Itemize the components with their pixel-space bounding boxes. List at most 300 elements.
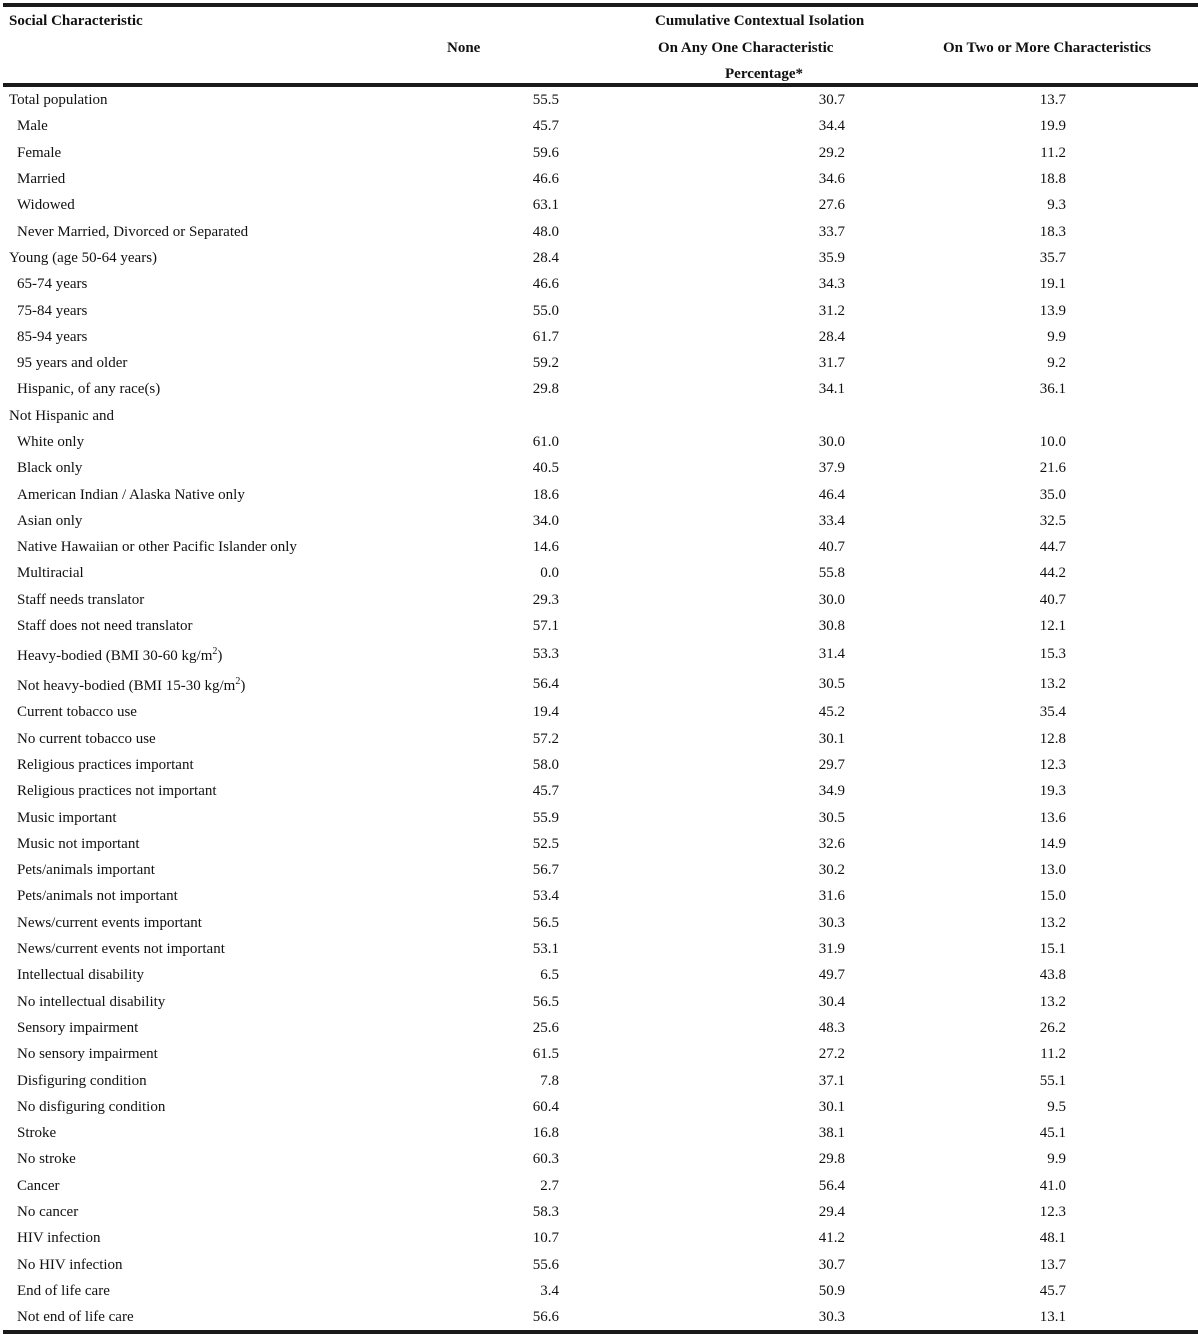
- cell-any-one-value: 30.0: [818, 434, 845, 450]
- row-label-text: No HIV infection: [17, 1256, 123, 1273]
- cell-two-or-more: [845, 481, 1198, 507]
- cell-none: [437, 962, 559, 988]
- row-label: [3, 831, 437, 857]
- cell-any-one: [559, 857, 845, 883]
- cell-any-one: [559, 1278, 845, 1304]
- row-label-suffix: ): [217, 648, 223, 665]
- cell-two-or-more-value: 21.6: [1039, 460, 1066, 477]
- cell-two-or-more-value: 40.7: [1039, 591, 1066, 608]
- cell-none: [437, 1173, 559, 1199]
- cell-two-or-more: [845, 613, 1198, 639]
- row-label: [3, 297, 437, 323]
- cell-two-or-more: [845, 962, 1198, 988]
- cell-none: [437, 883, 559, 909]
- table-row: [3, 910, 1198, 936]
- row-label-text: No disfiguring condition: [17, 1098, 166, 1115]
- cell-any-one-value: 27.6: [818, 197, 845, 214]
- row-label-text: No current tobacco use: [17, 730, 156, 747]
- cell-two-or-more-value: 11.2: [1040, 144, 1066, 161]
- cell-none-value: 29.8: [532, 381, 559, 398]
- cell-two-or-more-value: 13.2: [1039, 993, 1066, 1010]
- cell-none-value: 2.7: [540, 1177, 559, 1194]
- row-label-text: Music not important: [17, 835, 140, 852]
- cell-none-value: 0.0: [540, 565, 559, 582]
- cell-any-one: [559, 831, 845, 857]
- cell-any-one-value: 45.2: [818, 704, 845, 721]
- cell-two-or-more: [845, 1225, 1198, 1251]
- cell-any-one-value: 30.5: [818, 676, 845, 693]
- row-label: [3, 271, 437, 297]
- cell-two-or-more-value: 19.9: [1039, 118, 1066, 135]
- cell-two-or-more: [845, 989, 1198, 1015]
- cell-any-one: [559, 613, 845, 639]
- cell-any-one-value: 30.7: [818, 92, 845, 109]
- row-label: [3, 752, 437, 778]
- table-body: [3, 87, 1198, 1330]
- cell-none-value: 7.8: [540, 1072, 559, 1089]
- cell-two-or-more-value: 12.1: [1039, 618, 1066, 635]
- row-label-text: Heavy-bodied (BMI 30-60 kg/m: [17, 648, 213, 665]
- cell-two-or-more-value: 9.3: [1047, 197, 1066, 214]
- table-row: [3, 726, 1198, 752]
- table-row: [3, 831, 1198, 857]
- row-label-suffix: ): [240, 678, 246, 695]
- row-label: [3, 1304, 437, 1330]
- cell-none-value: 55.9: [532, 809, 559, 826]
- cell-any-one: [559, 87, 845, 113]
- table-row: [3, 857, 1198, 883]
- cell-any-one-value: 30.3: [818, 1309, 845, 1326]
- table-row: [3, 166, 1198, 192]
- cell-two-or-more: [845, 245, 1198, 271]
- cell-any-one-value: 37.9: [818, 460, 845, 477]
- cell-two-or-more: [845, 376, 1198, 402]
- cell-none: [437, 639, 559, 669]
- header-two-or-more: On Two or More Characteristics: [943, 40, 1152, 56]
- cell-two-or-more: [845, 831, 1198, 857]
- cell-two-or-more-value: 9.9: [1047, 328, 1066, 345]
- cell-two-or-more-value: 48.1: [1039, 1230, 1066, 1247]
- row-label-text: HIV infection: [17, 1230, 101, 1247]
- row-label: [3, 910, 437, 936]
- cell-none-value: 56.5: [532, 993, 559, 1010]
- cell-none-value: 58.0: [532, 756, 559, 773]
- cell-two-or-more-value: 43.8: [1039, 967, 1066, 984]
- cell-two-or-more-value: 11.2: [1040, 1046, 1066, 1063]
- cell-any-one-value: 28.4: [818, 328, 845, 345]
- row-label: [3, 804, 437, 830]
- cell-none: [437, 1041, 559, 1067]
- row-label-text: News/current events not important: [17, 941, 225, 958]
- cell-none: [437, 429, 559, 455]
- cell-any-one: [559, 376, 845, 402]
- row-label-text: Sensory impairment: [17, 1019, 139, 1036]
- cell-none-value: 55.6: [532, 1256, 559, 1273]
- row-label-text: Religious practices important: [17, 756, 194, 773]
- cell-two-or-more-value: 9.2: [1047, 355, 1066, 372]
- cell-any-one-value: 33.7: [818, 223, 845, 240]
- cell-two-or-more: [845, 455, 1198, 481]
- cell-any-one-value: 30.1: [818, 1098, 845, 1115]
- cell-none: [437, 455, 559, 481]
- row-label-text: No stroke: [17, 1151, 76, 1168]
- row-label: [3, 534, 437, 560]
- cell-any-one: [559, 245, 845, 271]
- table-row: [3, 324, 1198, 350]
- cell-none: [437, 1199, 559, 1225]
- cell-none: [437, 778, 559, 804]
- cell-any-one: [559, 1225, 845, 1251]
- row-label: [3, 324, 437, 350]
- cell-two-or-more-value: 35.4: [1039, 704, 1066, 721]
- cell-any-one-value: 32.6: [818, 835, 845, 852]
- row-label: [3, 1251, 437, 1277]
- cell-any-one-value: 33.4: [818, 512, 845, 529]
- cell-none-value: 56.4: [532, 676, 559, 693]
- row-label-text: Religious practices not important: [17, 783, 217, 800]
- cell-any-one: [559, 699, 845, 725]
- row-label: [3, 429, 437, 455]
- cell-two-or-more: [845, 1094, 1198, 1120]
- row-label-text: Pets/animals not important: [17, 888, 178, 905]
- table-row: [3, 192, 1198, 218]
- cell-two-or-more: [845, 1304, 1198, 1330]
- header-social-characteristic: Social Characteristic: [9, 13, 143, 29]
- cell-two-or-more-value: 19.3: [1039, 783, 1066, 800]
- cell-any-one-value: 31.2: [818, 302, 845, 319]
- row-label: [3, 1015, 437, 1041]
- cell-any-one: [559, 429, 845, 455]
- cell-any-one: [559, 1067, 845, 1093]
- cell-any-one-value: 31.9: [818, 941, 845, 958]
- table-row: [3, 245, 1198, 271]
- cell-any-one-value: 30.0: [818, 591, 845, 608]
- cell-none: [437, 613, 559, 639]
- table-row: [3, 271, 1198, 297]
- cell-two-or-more-value: 18.8: [1039, 171, 1066, 188]
- cell-none-value: 46.6: [532, 171, 559, 188]
- cell-any-one-value: 30.7: [818, 1256, 845, 1273]
- row-label-text: Young (age 50-64 years): [9, 249, 158, 266]
- row-label-superscript: 2: [235, 676, 241, 688]
- cell-two-or-more-value: 32.5: [1039, 512, 1066, 529]
- cell-two-or-more-value: 45.7: [1039, 1282, 1066, 1299]
- table-row: [3, 669, 1198, 699]
- row-label: [3, 140, 437, 166]
- cell-two-or-more: [845, 403, 1198, 429]
- row-label: [3, 376, 437, 402]
- cell-two-or-more: [845, 752, 1198, 778]
- cell-two-or-more: [845, 87, 1198, 113]
- cell-two-or-more-value: 13.7: [1039, 1256, 1066, 1273]
- cell-any-one: [559, 113, 845, 139]
- cell-any-one-value: 46.4: [818, 486, 845, 503]
- cell-none: [437, 140, 559, 166]
- cell-any-one: [559, 1041, 845, 1067]
- cell-two-or-more-value: 55.1: [1039, 1072, 1066, 1089]
- cell-none: [437, 1120, 559, 1146]
- row-label-text: Married: [17, 171, 66, 188]
- row-label: [3, 350, 437, 376]
- cell-none-value: 19.4: [532, 704, 559, 721]
- table-row: [3, 778, 1198, 804]
- cell-two-or-more: [845, 271, 1198, 297]
- cell-two-or-more: [845, 699, 1198, 725]
- cell-any-one: [559, 1120, 845, 1146]
- cell-any-one-value: 30.4: [818, 993, 845, 1010]
- cell-none: [437, 192, 559, 218]
- row-label: [3, 669, 437, 699]
- row-label-text: Total population: [9, 92, 108, 109]
- row-label-text: Pets/animals important: [17, 862, 155, 879]
- cell-two-or-more: [845, 1173, 1198, 1199]
- cell-two-or-more: [845, 910, 1198, 936]
- cell-two-or-more: [845, 140, 1198, 166]
- cell-none-value: 60.3: [532, 1151, 559, 1168]
- cell-two-or-more: [845, 1067, 1198, 1093]
- cell-none-value: 61.5: [532, 1046, 559, 1063]
- cell-none-value: 57.1: [532, 618, 559, 635]
- cell-none: [437, 297, 559, 323]
- cell-any-one: [559, 1251, 845, 1277]
- cell-none-value: 16.8: [532, 1125, 559, 1142]
- cell-none-value: 3.4: [540, 1282, 559, 1299]
- cell-none-value: 56.7: [532, 862, 559, 879]
- cell-none: [437, 1094, 559, 1120]
- row-label: [3, 1278, 437, 1304]
- row-label: [3, 455, 437, 481]
- cell-none-value: 46.6: [532, 276, 559, 293]
- row-label: [3, 481, 437, 507]
- cell-none-value: 45.7: [532, 118, 559, 135]
- cell-two-or-more-value: 18.3: [1039, 223, 1066, 240]
- row-label: [3, 560, 437, 586]
- row-label: [3, 1041, 437, 1067]
- cell-none: [437, 166, 559, 192]
- row-label: [3, 403, 437, 429]
- cell-any-one-value: 30.8: [818, 618, 845, 635]
- row-label-text: Female: [17, 144, 62, 161]
- cell-none: [437, 989, 559, 1015]
- cell-any-one: [559, 140, 845, 166]
- cell-two-or-more-value: 12.3: [1039, 756, 1066, 773]
- cell-two-or-more-value: 26.2: [1039, 1019, 1066, 1036]
- cell-none: [437, 534, 559, 560]
- cell-none-value: 57.2: [532, 730, 559, 747]
- cell-none: [437, 1251, 559, 1277]
- cell-any-one: [559, 1146, 845, 1172]
- row-label: [3, 726, 437, 752]
- cell-any-one: [559, 989, 845, 1015]
- row-label: [3, 192, 437, 218]
- cell-none: [437, 560, 559, 586]
- cell-any-one-value: 31.6: [818, 888, 845, 905]
- cell-any-one-value: 30.3: [818, 914, 845, 931]
- cell-none-value: 14.6: [532, 539, 559, 556]
- cell-any-one-value: 27.2: [818, 1046, 845, 1063]
- cell-any-one-value: 37.1: [818, 1072, 845, 1089]
- row-label-text: Disfiguring condition: [17, 1072, 147, 1089]
- cell-any-one: [559, 910, 845, 936]
- table-row: [3, 613, 1198, 639]
- row-label-text: Male: [17, 118, 48, 135]
- row-label: [3, 699, 437, 725]
- cell-any-one: [559, 962, 845, 988]
- row-label-text: Never Married, Divorced or Separated: [17, 223, 249, 240]
- cell-two-or-more-value: 12.8: [1039, 730, 1066, 747]
- table-row: [3, 639, 1198, 669]
- table-row: [3, 218, 1198, 244]
- row-label: [3, 587, 437, 613]
- cell-none: [437, 376, 559, 402]
- cell-any-one: [559, 804, 845, 830]
- cell-two-or-more: [845, 1251, 1198, 1277]
- row-label: [3, 639, 437, 669]
- row-label: [3, 1199, 437, 1225]
- row-label-text: Hispanic, of any race(s): [17, 381, 161, 398]
- table-row: [3, 1251, 1198, 1277]
- cell-any-one: [559, 1173, 845, 1199]
- row-label-text: Music important: [17, 809, 117, 826]
- cell-none-value: 55.5: [532, 92, 559, 109]
- cell-any-one: [559, 297, 845, 323]
- cell-two-or-more: [845, 429, 1198, 455]
- row-label-text: Multiracial: [17, 565, 84, 582]
- cell-any-one-value: 31.4: [818, 646, 845, 663]
- row-label: [3, 1067, 437, 1093]
- cell-two-or-more-value: 13.0: [1039, 862, 1066, 879]
- row-label: [3, 1094, 437, 1120]
- cell-two-or-more-value: 13.7: [1039, 92, 1066, 109]
- row-label-superscript: 2: [212, 646, 218, 658]
- cell-none: [437, 350, 559, 376]
- cell-none-value: 60.4: [532, 1098, 559, 1115]
- cell-two-or-more-value: 13.2: [1039, 914, 1066, 931]
- cell-any-one-value: 41.2: [818, 1230, 845, 1247]
- cell-any-one: [559, 350, 845, 376]
- row-label-text: No intellectual disability: [17, 993, 166, 1010]
- cell-two-or-more: [845, 1146, 1198, 1172]
- cell-none-value: 34.0: [532, 512, 559, 529]
- cell-none-value: 29.3: [532, 591, 559, 608]
- cell-two-or-more-value: 36.1: [1039, 381, 1066, 398]
- table-row: [3, 481, 1198, 507]
- row-label-text: 65-74 years: [17, 276, 88, 293]
- cell-any-one: [559, 534, 845, 560]
- cell-any-one: [559, 1015, 845, 1041]
- row-label: [3, 1146, 437, 1172]
- table-row: [3, 989, 1198, 1015]
- cell-none-value: 53.3: [532, 646, 559, 663]
- cell-any-one: [559, 403, 845, 429]
- header-any-one: On Any One Characteristic: [658, 40, 834, 56]
- cell-any-one-value: 29.2: [818, 144, 845, 161]
- row-label: [3, 166, 437, 192]
- table-row: [3, 350, 1198, 376]
- row-label: [3, 1225, 437, 1251]
- cell-any-one: [559, 481, 845, 507]
- cell-any-one: [559, 778, 845, 804]
- table-row: [3, 87, 1198, 113]
- row-label-text: No cancer: [17, 1204, 79, 1221]
- cell-two-or-more: [845, 218, 1198, 244]
- table-row: [3, 508, 1198, 534]
- table-row: [3, 376, 1198, 402]
- cell-none-value: 56.5: [532, 914, 559, 931]
- row-label: [3, 1120, 437, 1146]
- cell-none-value: 18.6: [532, 486, 559, 503]
- cell-two-or-more-value: 14.9: [1039, 835, 1066, 852]
- row-label: [3, 613, 437, 639]
- cell-two-or-more: [845, 639, 1198, 669]
- cell-two-or-more-value: 35.7: [1039, 249, 1066, 266]
- table-row: [3, 1225, 1198, 1251]
- header-percentage-unit: Percentage*: [725, 66, 804, 82]
- cell-none-value: 61.7: [532, 328, 559, 345]
- cell-two-or-more: [845, 778, 1198, 804]
- row-label-text: White only: [17, 434, 85, 450]
- cell-any-one: [559, 271, 845, 297]
- cell-none-value: 45.7: [532, 783, 559, 800]
- table-row: [3, 297, 1198, 323]
- cell-two-or-more: [845, 560, 1198, 586]
- row-label-text: End of life care: [17, 1282, 110, 1299]
- cell-two-or-more: [845, 804, 1198, 830]
- row-label-text: Cancer: [17, 1177, 60, 1194]
- cell-two-or-more: [845, 192, 1198, 218]
- cell-two-or-more-value: 35.0: [1039, 486, 1066, 503]
- table-row: [3, 1041, 1198, 1067]
- table-row: [3, 962, 1198, 988]
- cell-any-one-value: 55.8: [818, 565, 845, 582]
- cell-none-value: 55.0: [532, 302, 559, 319]
- cell-any-one-value: 50.9: [818, 1282, 845, 1299]
- cell-two-or-more: [845, 1278, 1198, 1304]
- row-label: [3, 113, 437, 139]
- cell-none-value: 59.2: [532, 355, 559, 372]
- table-row: [3, 804, 1198, 830]
- header-cumulative-isolation: Cumulative Contextual Isolation: [655, 13, 865, 29]
- cell-any-one-value: 48.3: [818, 1019, 845, 1036]
- cell-any-one-value: 29.8: [818, 1151, 845, 1168]
- cell-two-or-more: [845, 324, 1198, 350]
- cell-any-one: [559, 218, 845, 244]
- cell-two-or-more: [845, 350, 1198, 376]
- cell-none: [437, 271, 559, 297]
- cell-none-value: 48.0: [532, 223, 559, 240]
- table-row: [3, 403, 1198, 429]
- cell-two-or-more: [845, 669, 1198, 699]
- table-row: [3, 883, 1198, 909]
- cell-two-or-more-value: 13.1: [1039, 1309, 1066, 1326]
- cell-any-one-value: 34.9: [818, 783, 845, 800]
- cell-two-or-more: [845, 166, 1198, 192]
- row-label-text: Asian only: [17, 512, 83, 529]
- cell-two-or-more-value: 45.1: [1039, 1125, 1066, 1142]
- cell-none: [437, 804, 559, 830]
- cell-none: [437, 324, 559, 350]
- cell-any-one: [559, 508, 845, 534]
- row-label-text: Native Hawaiian or other Pacific Islander only: [17, 539, 297, 556]
- cell-any-one: [559, 192, 845, 218]
- cell-none: [437, 481, 559, 507]
- table-row: [3, 587, 1198, 613]
- cell-none: [437, 1067, 559, 1093]
- row-label-text: News/current events important: [17, 914, 202, 931]
- table-row: [3, 429, 1198, 455]
- row-label: [3, 218, 437, 244]
- cell-any-one-value: 31.7: [818, 355, 845, 372]
